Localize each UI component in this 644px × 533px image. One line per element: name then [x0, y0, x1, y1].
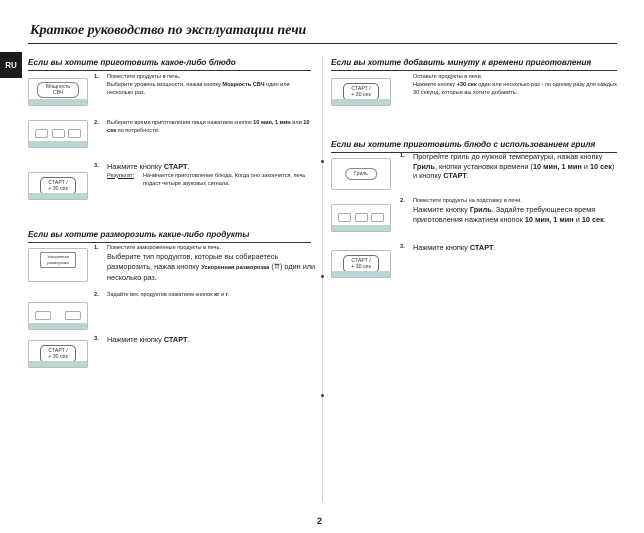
start-button-illustration	[28, 340, 88, 368]
section-divider	[331, 70, 617, 71]
start-button: СТАРТ / + 30 сек	[40, 177, 76, 195]
defrost-step-2: 2. Задайте вес продуктов нажатием кнопок кг и г.	[94, 292, 230, 298]
grill-button-illustration	[331, 158, 391, 190]
start-button-illustration	[28, 172, 88, 200]
weight-buttons-illustration	[28, 302, 88, 330]
food-type-labels	[33, 271, 83, 279]
panel-band	[29, 99, 87, 105]
time-button	[52, 129, 65, 138]
start-button: СТАРТ / + 30 сек	[40, 345, 76, 363]
panel-band	[29, 141, 87, 147]
section-title-defrost: Если вы хотите разморозить какие-либо продукты	[28, 230, 250, 239]
start-button-illustration	[331, 78, 391, 106]
page-title: Краткое руководство по эксплуатации печи	[30, 23, 307, 38]
bullet-dot	[321, 275, 324, 278]
defrost-button-illustration	[28, 248, 88, 282]
grill-button: Гриль	[345, 168, 377, 180]
panel-band	[332, 225, 390, 231]
cook-step-2: 2. Выберите время приготовления пищи нажатием кнопок 10 мин, 1 мин или 10 сек по потребности.	[94, 120, 310, 134]
time-button	[68, 129, 81, 138]
grill-step-2: 2. Поместите продукты на подставку в печи. Нажмите кнопку Гриль. Задайте требующееся время приготовления нажатием кнопок 10 мин, 1 мин и 10 сек.	[400, 198, 606, 224]
g-button	[65, 311, 81, 320]
bullet-dot	[321, 394, 324, 397]
kg-button	[35, 311, 51, 320]
section-title-minute: Если вы хотите добавить минуту к времени приготовления	[331, 58, 592, 67]
time-buttons	[338, 213, 384, 221]
minute-text: Оставьте продукты в печи. Нажмите кнопку +30 сек один или несколько раз - по одному разу для каждых 30 секунд, которые вы хотите добавить.	[413, 74, 617, 96]
panel-band	[332, 271, 390, 277]
defrost-button: Ускоренная разморозка	[40, 252, 76, 268]
section-divider	[28, 242, 311, 243]
power-button-illustration	[28, 78, 88, 106]
title-divider	[28, 43, 617, 44]
defrost-step-1: 1. Поместите замороженные продукты в печь. Выберите тип продуктов, которые вы собираетесь разморозить, нажав кнопку Ускоренная разморозка (⇈) один или несколько раз.	[94, 245, 316, 282]
result-label: Результат:	[107, 172, 134, 179]
page-number: 2	[317, 516, 323, 526]
time-button	[338, 213, 351, 222]
section-title-cook: Если вы хотите приготовить какое-либо блюдо	[28, 58, 236, 67]
time-buttons	[35, 129, 81, 137]
panel-band	[29, 323, 87, 329]
panel-band	[332, 99, 390, 105]
food-type	[53, 271, 64, 278]
grill-step-3: 3. Нажмите кнопку СТАРТ.	[400, 243, 496, 252]
time-button	[355, 213, 368, 222]
column-divider	[322, 56, 323, 502]
start-button-illustration	[331, 250, 391, 278]
panel-band	[29, 361, 87, 367]
food-type	[72, 271, 83, 278]
result-text: Начинается приготовление блюда. Когда оно закончится, печь подаст четыре звуковых сигнала.	[143, 172, 306, 187]
cook-step-3: 3. Нажмите кнопку СТАРТ. Результат: Начинается приготовление блюда. Когда оно закончится, печь подаст четыре звуковых сигнала.	[107, 162, 319, 188]
time-button	[371, 213, 384, 222]
panel-band	[29, 193, 87, 199]
time-buttons-illustration	[331, 204, 391, 232]
language-tab: RU	[0, 52, 22, 78]
power-button: Мощность СВЧ	[37, 82, 79, 98]
time-button	[35, 129, 48, 138]
weight-buttons	[35, 311, 81, 319]
grill-step-1: 1. Прогрейте гриль до нужной температуры, нажав кнопку Гриль, кнопки установки времени (10 мин, 1 мин и 10 сек) и кнопку СТАРТ.	[400, 152, 615, 180]
food-type	[33, 271, 44, 278]
time-buttons-illustration	[28, 120, 88, 148]
section-divider	[28, 70, 311, 71]
bullet-dot	[321, 160, 324, 163]
section-title-grill: Если вы хотите приготовить блюдо с использованием гриля	[331, 140, 596, 149]
defrost-step-3: 3. Нажмите кнопку СТАРТ.	[94, 335, 190, 344]
start-button: СТАРТ / + 30 сек	[343, 83, 379, 101]
cook-step-1: 1. Поместите продукты в печь. Выберите уровень мощности, нажав кнопку Мощность СВЧ один или несколько раз.	[94, 74, 290, 96]
start-button: СТАРТ / + 30 сек	[343, 255, 379, 273]
